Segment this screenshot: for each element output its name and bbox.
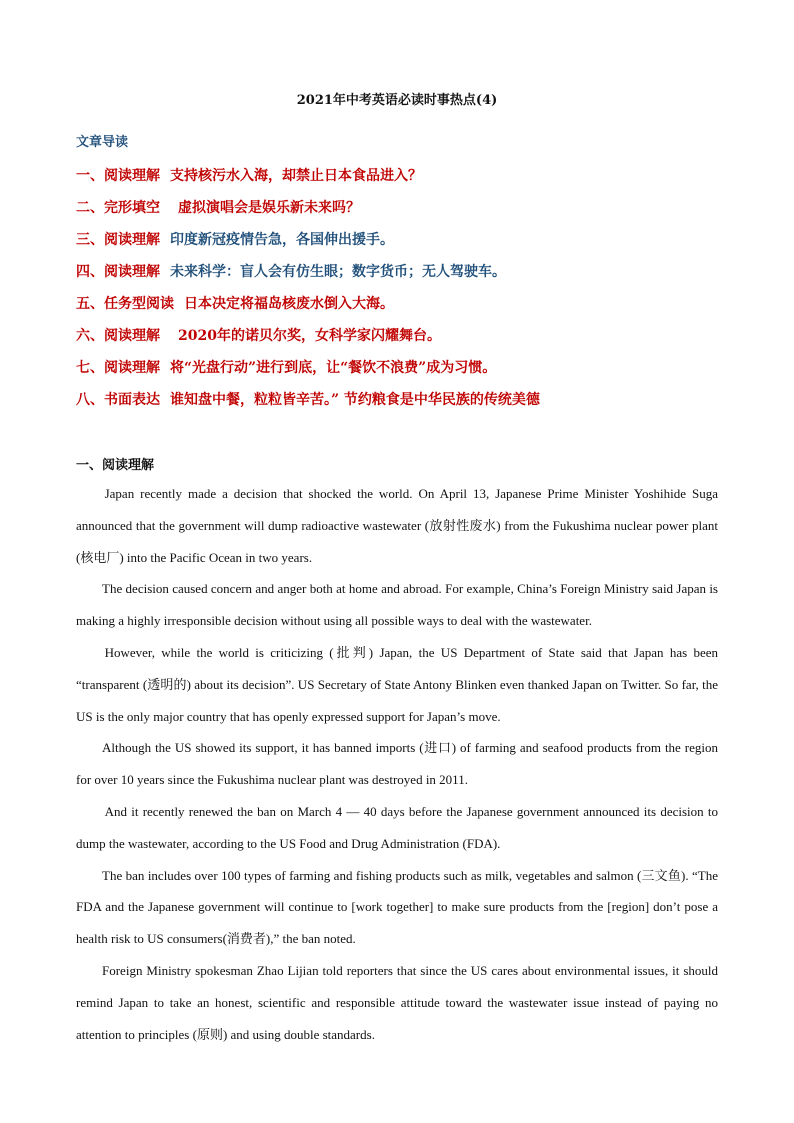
toc-item-4: 四、阅读理解 未来科学：盲人会有仿生眼；数字货币；无人驾驶车。 [76,264,506,280]
paragraph-4: Although the US showed its support, it has banned imports (进口) of farming and seafood products from the region for over 10 years since the Fukushima nuclear plant was destroyed in 2011. [76,740,718,788]
toc-item-1: 一、阅读理解 支持核污水入海，却禁止日本食品进入？ [76,168,422,184]
paragraph-1: Japan recently made a decision that shocked the world. On April 13, Japanese Prime Minister Yoshihide Suga announced that the government will dump radioactive wastewater (放射性废水) from the Fukushima nuclear power plant (核电厂) into the Pacific Ocean in two years. [76,486,718,565]
paragraph-2: The decision caused concern and anger both at home and abroad. For example, China’s Foreign Ministry said Japan is making a highly irresponsible decision without using all possible ways to deal with the wastewater. [76,581,718,629]
toc-item-3: 三、阅读理解 印度新冠疫情告急，各国伸出援手。 [76,232,394,248]
paragraph-7: Foreign Ministry spokesman Zhao Lijian told reporters that since the US cares about environmental issues, it should remind Japan to take an honest, scientific and responsible attitude toward the wastewater issue instead of paying no attention to principles (原则) and using double standards. [76,962,718,1042]
toc-item-6: 六、阅读理解 2020年的诺贝尔奖，女科学家闪耀舞台。 [76,328,441,344]
paragraph-3: However, while the world is criticizing (批判) Japan, the US Department of State said that Japan has been “transparent (透明的) about its decision”. US Secretary of State Antony Blinken even thanked Japan on Twitter. So far, the US is the only major country that has openly expressed support for Japan’s move. [76,644,718,724]
toc-list [76,164,736,420]
toc-item-7: 七、阅读理解 将“光盘行动”进行到底，让“餐饮不浪费”成为习惯。 [76,360,497,376]
toc-item-5: 五、任务型阅读 日本决定将福岛核废水倒入大海。 [76,296,394,312]
paragraph-5: And it recently renewed the ban on March 4 — 40 days before the Japanese government announced its decision to dump the wastewater, according to the US Food and Drug Administration (FDA). [76,803,718,851]
section-heading: 一、阅读理解 [76,458,155,473]
toc-item-8: 八、书面表达 谁知盘中餐，粒粒皆辛苦。” 节约粮食是中华民族的传统美德 [76,392,540,408]
article-body [76,478,718,1050]
toc-heading: 文章导读 [76,135,129,150]
toc-item-2: 二、完形填空 虚拟演唱会是娱乐新未来吗？ [76,200,360,216]
paragraph-6: The ban includes over 100 types of farming and fishing products such as milk, vegetables and salmon (三文鱼). “The FDA and the Japanese government will continue to [work together] to make sure products from the [region] don’t pose a health risk to US consumers(消费者),” the ban noted. [76,867,718,947]
page-title: 2021年中考英语必读时事热点(4) [296,93,498,108]
